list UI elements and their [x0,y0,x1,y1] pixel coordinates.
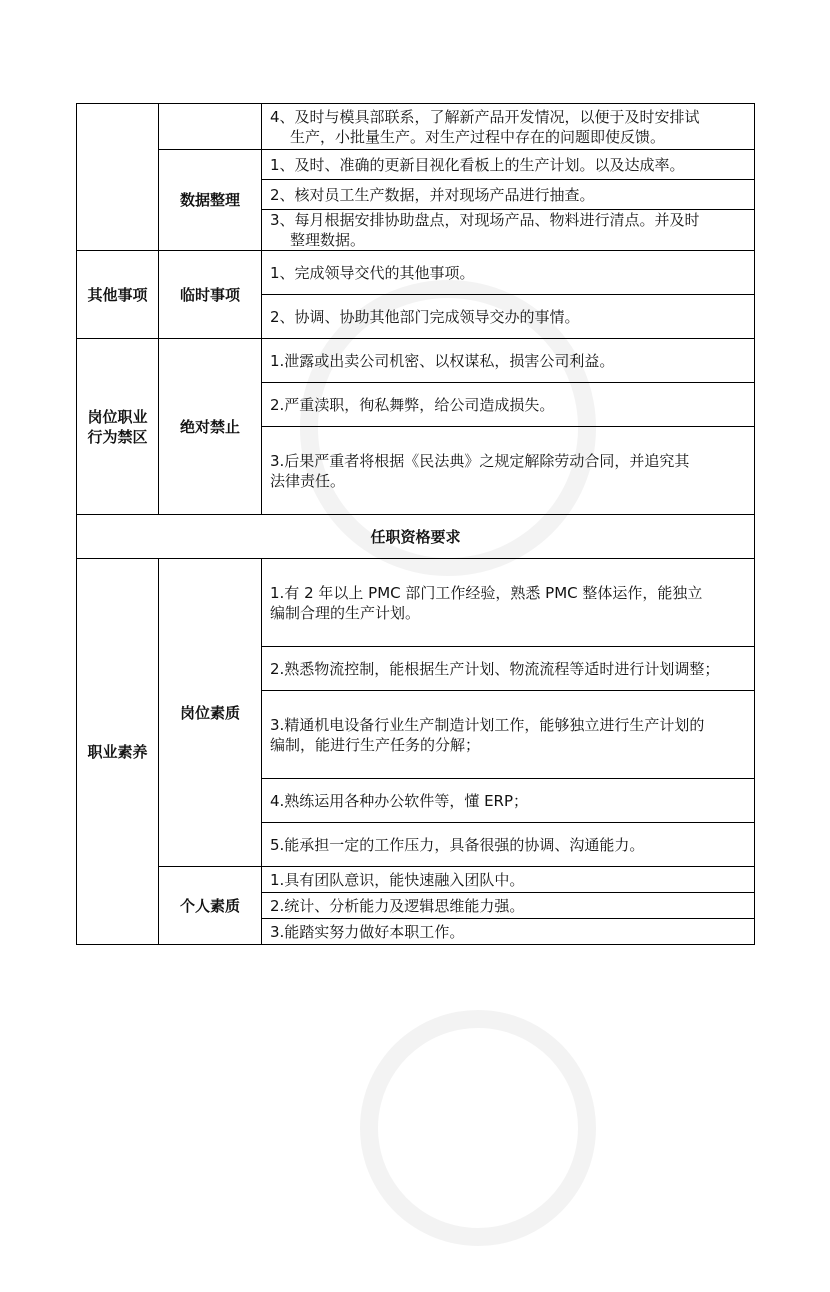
other-matters-label: 其他事项 [77,251,159,339]
data-item-3: 3、每月根据安排协助盘点，对现场产品、物料进行清点。并及时 整理数据。 [262,210,755,251]
personal-item-1: 1.具有团队意识，能快速融入团队中。 [262,867,755,893]
qualification-section-title: 任职资格要求 [77,515,755,559]
personal-item-3: 3.能踏实努力做好本职工作。 [262,919,755,945]
forbidden-item-3: 3.后果严重者将根据《民法典》之规定解除劳动合同，并追究其 法律责任。 [262,427,755,515]
table-row [77,150,755,180]
data-item-2: 2、核对员工生产数据，并对现场产品进行抽查。 [262,180,755,210]
empty-category-cell [77,104,159,251]
forbidden-item-2: 2.严重渎职，徇私舞弊，给公司造成损失。 [262,383,755,427]
post-item-3: 3.精通机电设备行业生产制造计划工作，能够独立进行生产计划的 编制，能进行生产任务的分解； [262,691,755,779]
personal-quality-label: 个人素质 [159,867,262,945]
temporary-matters-label: 临时事项 [159,251,262,339]
watermark-seal [314,964,643,1292]
table-row [77,104,755,150]
professional-quality-label: 职业素养 [77,559,159,945]
forbidden-zone-label: 岗位职业 行为禁区 [77,339,159,515]
other-item-1: 1、完成领导交代的其他事项。 [262,251,755,295]
data-item-1: 1、及时、准确的更新目视化看板上的生产计划。以及达成率。 [262,150,755,180]
table-row [77,251,755,295]
job-description-table [76,103,755,945]
table-row [77,515,755,559]
table-row [77,339,755,383]
post-item-4: 4.熟练运用各种办公软件等，懂 ERP； [262,779,755,823]
post-item-2: 2.熟悉物流控制，能根据生产计划、物流流程等适时进行计划调整； [262,647,755,691]
duty-item-4: 4、及时与模具部联系，了解新产品开发情况，以便于及时安排试 生产，小批量生产。对生产过程中存在的问题即使反馈。 [262,104,755,150]
empty-subcategory-cell [159,104,262,150]
other-item-2: 2、协调、协助其他部门完成领导交办的事情。 [262,295,755,339]
forbidden-item-1: 1.泄露或出卖公司机密、以权谋私，损害公司利益。 [262,339,755,383]
data-organize-label: 数据整理 [159,150,262,251]
post-item-5: 5.能承担一定的工作压力，具备很强的协调、沟通能力。 [262,823,755,867]
post-quality-label: 岗位素质 [159,559,262,867]
table-row [77,867,755,893]
absolutely-forbidden-label: 绝对禁止 [159,339,262,515]
personal-item-2: 2.统计、分析能力及逻辑思维能力强。 [262,893,755,919]
table-row [77,559,755,647]
post-item-1: 1.有 2 年以上 PMC 部门工作经验，熟悉 PMC 整体运作，能独立 编制合理的生产计划。 [262,559,755,647]
